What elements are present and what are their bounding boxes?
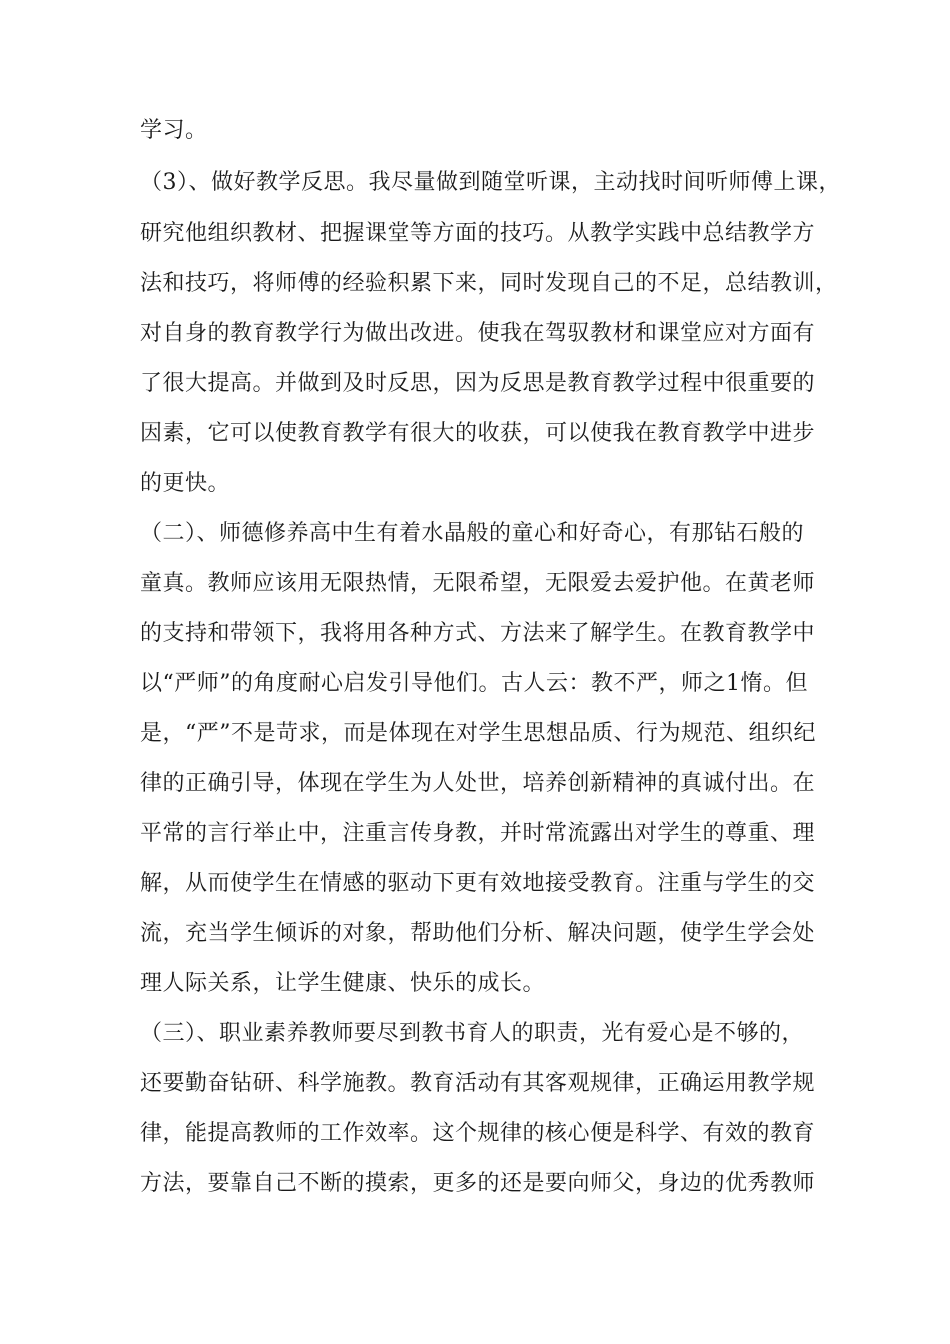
- text-line: 法和技巧，将师傅的经验积累下来，同时发现自己的不足，总结教训，: [140, 271, 838, 296]
- text-line: （二）、师德修养高中生有着水晶般的童心和好奇心，有那钻石般的: [140, 521, 805, 546]
- text-line: 童真。教师应该用无限热情，无限希望，无限爱去爱护他。在黄老师: [140, 571, 816, 596]
- text-line: （三）、职业素养教师要尽到教书育人的职责，光有爱心是不够的，: [140, 1021, 805, 1046]
- text-line: 律的正确引导，体现在学生为人处世，培养创新精神的真诚付出。在: [140, 771, 816, 796]
- text-line: 的更快。: [140, 471, 231, 496]
- text-line: 对自身的教育教学行为做出改进。使我在驾驭教材和课堂应对方面有: [140, 321, 816, 346]
- text-line: 是，“严”不是苛求，而是体现在对学生思想品质、行为规范、组织纪: [140, 721, 816, 746]
- text-line: 研究他组织教材、把握课堂等方面的技巧。从教学实践中总结教学方: [140, 221, 816, 246]
- text-line: 因素，它可以使教育教学有很大的收获，可以使我在教育教学中进步: [140, 421, 816, 446]
- text-line: 还要勤奋钻研、科学施教。教育活动有其客观规律，正确运用教学规: [140, 1071, 816, 1096]
- text-line: 方法，要靠自己不断的摸索，更多的还是要向师父，身边的优秀教师: [140, 1171, 816, 1196]
- text-line: 了很大提高。并做到及时反思，因为反思是教育教学过程中很重要的: [140, 371, 816, 396]
- text-line: 解，从而使学生在情感的驱动下更有效地接受教育。注重与学生的交: [140, 871, 816, 896]
- text-line: 学习。: [140, 118, 208, 143]
- text-line: 的支持和带领下，我将用各种方式、方法来了解学生。在教育教学中: [140, 621, 816, 646]
- text-line: 律，能提高教师的工作效率。这个规律的核心便是科学、有效的教育: [140, 1121, 816, 1146]
- text-line: 理人际关系，让学生健康、快乐的成长。: [140, 971, 546, 996]
- text-line: 流，充当学生倾诉的对象，帮助他们分析、解决问题，使学生学会处: [140, 921, 816, 946]
- text-line: 平常的言行举止中，注重言传身教，并时常流露出对学生的尊重、理: [140, 821, 816, 846]
- text-line: （3）、做好教学反思。我尽量做到随堂听课，主动找时间听师傅上课，: [140, 170, 841, 195]
- text-line: 以“严师”的角度耐心启发引导他们。古人云：教不严，师之1惰。但: [140, 671, 808, 696]
